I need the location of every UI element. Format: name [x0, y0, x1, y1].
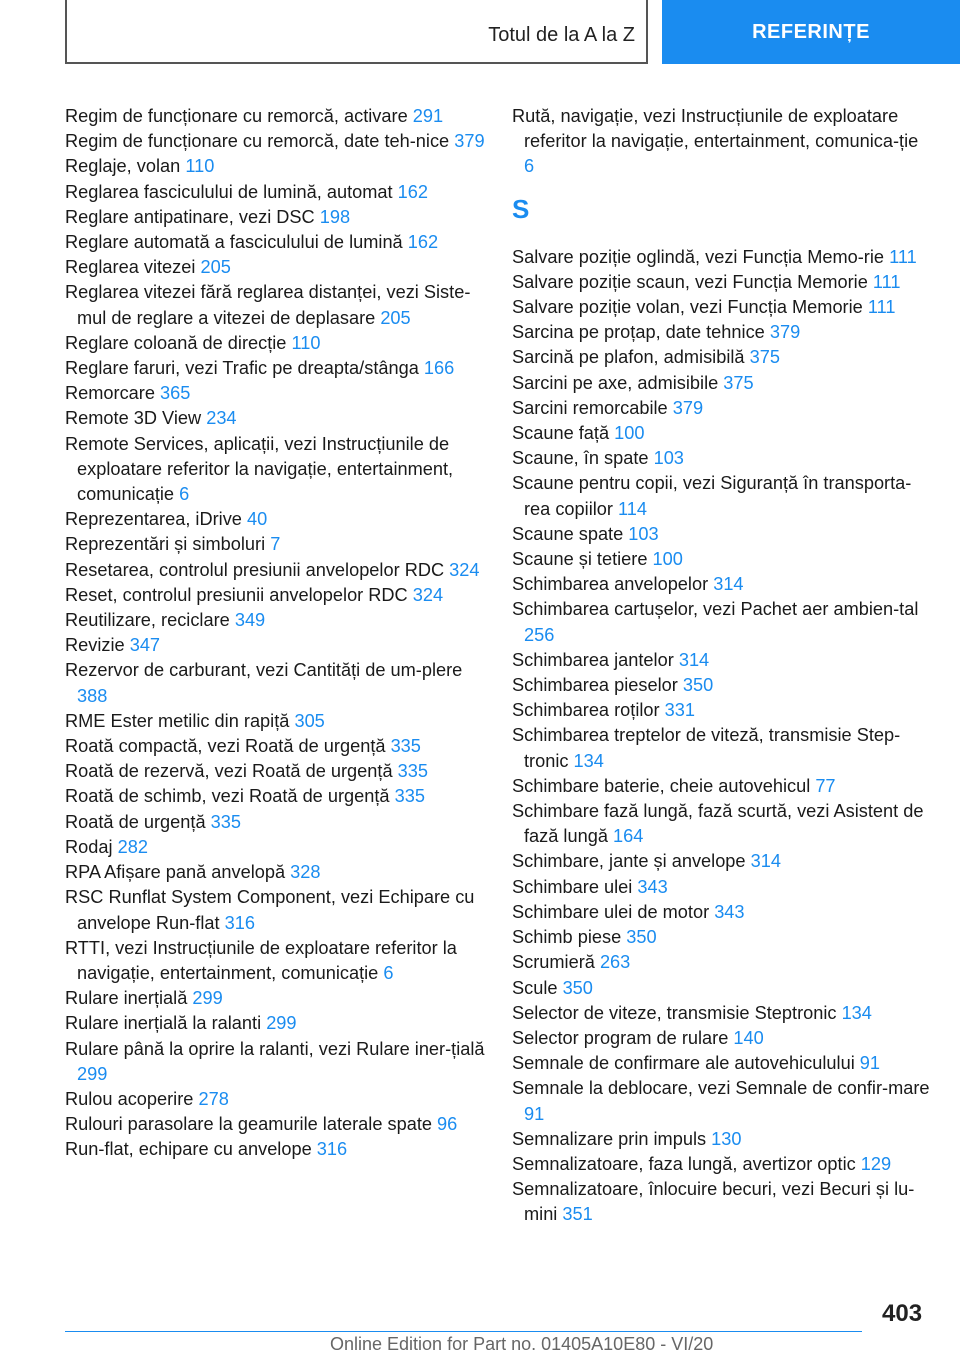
entry-text: Roată compactă, vezi Roată de urgență	[65, 736, 386, 757]
index-entry	[65, 280, 485, 330]
page-link[interactable]: 365	[160, 383, 191, 404]
page-link[interactable]: 256	[524, 624, 555, 645]
entry-text: Revizie	[65, 635, 125, 656]
entry-text: Remorcare	[65, 383, 155, 404]
index-entry	[512, 1127, 932, 1152]
entry-text: Schimb piese	[512, 927, 622, 948]
page-link[interactable]: 324	[449, 559, 480, 580]
index-column-left	[65, 104, 485, 1163]
index-entry	[512, 950, 932, 975]
index-entry	[512, 1051, 932, 1076]
page-link[interactable]: 388	[77, 685, 108, 706]
page-link[interactable]: 347	[129, 635, 161, 656]
entry-text: Reglaje, volan	[65, 156, 181, 177]
entry-text: Salvare poziție volan, vezi Funcția Memorie	[512, 297, 863, 318]
entry-text: Reglarea vitezei fără reglarea distanței, vezi Siste-mul de reglare a vitezei de deplasare	[65, 282, 471, 328]
entry-text: RME Ester metilic din rapiță	[65, 710, 290, 731]
page-link[interactable]: 111	[867, 297, 896, 318]
entry-text: Roată de urgență	[65, 811, 206, 832]
index-entry	[512, 396, 932, 421]
entry-text: Selector program de rulare	[512, 1027, 729, 1048]
entry-text: Scaune față	[512, 423, 610, 444]
page-link[interactable]: 111	[889, 246, 917, 267]
index-column-right	[512, 104, 932, 1228]
entry-text: Sarcini pe axe, admisibile	[512, 372, 719, 393]
page-link[interactable]: 331	[664, 700, 695, 721]
page-number: 403	[882, 1300, 923, 1327]
index-entry	[65, 734, 485, 759]
page-link[interactable]: 6	[524, 156, 535, 177]
page-link[interactable]: 96	[437, 1114, 458, 1135]
entry-text: Scule	[512, 977, 558, 998]
entry-text: Reprezentarea, iDrive	[65, 509, 242, 530]
page-link[interactable]: 205	[200, 257, 231, 278]
index-entry	[512, 875, 932, 900]
entry-text: Reglarea fasciculului de lumină, automat	[65, 181, 393, 202]
index-entry	[512, 925, 932, 950]
entry-text: Regim de funcționare cu remorcă, date teh-nice	[65, 131, 450, 152]
page-link[interactable]: 299	[192, 988, 223, 1009]
page-link[interactable]: 162	[407, 232, 439, 253]
entry-text: Reglarea vitezei	[65, 257, 196, 278]
index-entry	[65, 1037, 485, 1087]
index-entry	[65, 331, 485, 356]
index-entry	[65, 532, 485, 557]
index-entry	[65, 709, 485, 734]
entry-text: Schimbare, jante și anvelope	[512, 851, 746, 872]
page-link[interactable]: 91	[859, 1053, 881, 1074]
entry-text: Rulare până la oprire la ralanti, vezi Rulare iner-țială	[65, 1038, 485, 1059]
page-link[interactable]: 103	[653, 448, 684, 469]
page-link[interactable]: 379	[769, 322, 801, 343]
page-link[interactable]: 129	[860, 1153, 892, 1174]
page-link[interactable]: 335	[210, 811, 241, 832]
index-entry	[65, 835, 485, 860]
entry-text: RPA Afișare pană anvelopă	[65, 862, 286, 883]
index-entry	[512, 446, 932, 471]
page-link[interactable]: 314	[750, 851, 781, 872]
page-link[interactable]: 234	[206, 408, 237, 429]
entry-text: Schimbarea roților	[512, 700, 660, 721]
page-link[interactable]: 343	[714, 901, 745, 922]
entry-text: Schimbarea treptelor de viteză, transmisie Step-tronic	[512, 725, 901, 771]
index-entry	[65, 633, 485, 658]
index-entry	[65, 986, 485, 1011]
entry-text: Semnalizatoare, înlocuire becuri, vezi Becuri și lu-mini	[512, 1179, 915, 1225]
entry-text: Semnalizatoare, faza lungă, avertizor optic	[512, 1153, 856, 1174]
footer-rule	[65, 1331, 862, 1332]
entry-text: Reglare antipatinare, vezi DSC	[65, 206, 315, 227]
index-entry	[512, 320, 932, 345]
page-link[interactable]: 350	[626, 927, 657, 948]
entry-text: Reglare automată a fasciculului de lumină	[65, 232, 403, 253]
index-entry	[65, 860, 485, 885]
page-link[interactable]: 299	[266, 1013, 297, 1034]
index-entry	[65, 1011, 485, 1036]
page-link[interactable]: 379	[454, 131, 485, 152]
index-entry	[512, 900, 932, 925]
index-entry	[512, 1177, 932, 1227]
page-link[interactable]: 205	[380, 307, 411, 328]
entry-text: Remote Services, aplicații, vezi Instrucțiunile de exploatare referitor la navigație, entertainment, comunicație	[65, 433, 454, 505]
page-link[interactable]: 6	[179, 484, 190, 505]
entry-text: Rulare inerțială	[65, 988, 188, 1009]
index-entry	[65, 759, 485, 784]
entry-text: Sarcină pe plafon, admisibilă	[512, 347, 745, 368]
entry-text: RSC Runflat System Component, vezi Echipare cu anvelope Run-flat	[65, 887, 475, 933]
index-entry	[65, 810, 485, 835]
page-link[interactable]: 278	[198, 1088, 229, 1109]
header-section-title: Totul de la A la Z	[488, 24, 635, 46]
index-entry	[65, 1087, 485, 1112]
page-link[interactable]: 6	[383, 962, 394, 983]
page-link[interactable]: 164	[613, 826, 644, 847]
entry-text: Selector de viteze, transmisie Steptronic	[512, 1002, 837, 1023]
index-entry	[65, 180, 485, 205]
index-entry-ruta	[512, 104, 932, 180]
page-link[interactable]: 7	[270, 534, 281, 555]
index-entry	[512, 1076, 932, 1126]
page-link[interactable]: 114	[618, 498, 648, 519]
index-entry	[512, 1026, 932, 1051]
page-link[interactable]: 140	[733, 1027, 764, 1048]
entry-text: Schimbarea jantelor	[512, 649, 674, 670]
page-link[interactable]: 350	[562, 977, 593, 998]
index-list-s	[512, 245, 932, 1228]
page-link[interactable]: 375	[723, 372, 754, 393]
index-entry	[65, 255, 485, 280]
entry-text: Sarcina pe proțap, date tehnice	[512, 322, 765, 343]
page-link[interactable]: 305	[294, 710, 325, 731]
page-link[interactable]: 328	[290, 862, 321, 883]
index-entry	[512, 522, 932, 547]
page-link[interactable]: 91	[524, 1103, 545, 1124]
entry-text: Resetarea, controlul presiunii anvelopelor RDC	[65, 559, 445, 580]
page-link[interactable]: 350	[682, 675, 714, 696]
page-link[interactable]: 314	[713, 574, 744, 595]
entry-text: Sarcini remorcabile	[512, 397, 668, 418]
page-link[interactable]: 103	[628, 523, 659, 544]
entry-text: Schimbare baterie, cheie autovehicul	[512, 775, 811, 796]
index-entry	[65, 356, 485, 381]
page-link[interactable]: 375	[749, 347, 780, 368]
page-link[interactable]: 316	[316, 1139, 348, 1160]
index-entry	[65, 936, 485, 986]
index-entry	[512, 270, 932, 295]
page-link[interactable]: 134	[573, 750, 604, 771]
index-entry	[65, 784, 485, 809]
entry-text: Scaune și tetiere	[512, 549, 648, 570]
page-link[interactable]: 349	[234, 610, 266, 631]
index-entry	[512, 597, 932, 647]
entry-text: Rodaj	[65, 836, 113, 857]
index-entry	[65, 1137, 485, 1162]
index-entry	[65, 104, 485, 129]
index-entry	[512, 1152, 932, 1177]
entry-text: Rută, navigație, vezi Instrucțiunile de exploatare referitor la navigație, entertainment, comunica-ție	[512, 106, 919, 152]
index-entry	[512, 648, 932, 673]
index-entry	[65, 1112, 485, 1137]
page-link[interactable]: 166	[423, 358, 455, 379]
index-entry	[65, 583, 485, 608]
page-link[interactable]: 335	[394, 786, 425, 807]
index-entry	[512, 849, 932, 874]
index-entry	[512, 245, 932, 270]
entry-text: Rulou acoperire	[65, 1088, 194, 1109]
entry-text: Schimbare ulei	[512, 876, 633, 897]
entry-text: Schimbare ulei de motor	[512, 901, 710, 922]
index-entry	[512, 421, 932, 446]
section-letter: S	[512, 193, 530, 224]
entry-text: Rulouri parasolare la geamurile laterale spate	[65, 1114, 432, 1135]
page-link[interactable]: 111	[872, 271, 901, 292]
index-entry	[512, 1001, 932, 1026]
entry-text: Salvare poziție scaun, vezi Funcția Memorie	[512, 271, 868, 292]
entry-text: Schimbarea pieselor	[512, 675, 678, 696]
index-entry	[65, 205, 485, 230]
entry-text: Scaune, în spate	[512, 448, 649, 469]
entry-text: Semnale de confirmare ale autovehiculului	[512, 1053, 855, 1074]
index-entry	[512, 723, 932, 773]
index-entry	[65, 558, 485, 583]
index-entry	[512, 547, 932, 572]
page-link[interactable]: 162	[397, 181, 428, 202]
page-link[interactable]: 314	[678, 649, 710, 670]
entry-text: Semnale la deblocare, vezi Semnale de confir-mare	[512, 1078, 930, 1099]
index-entry	[65, 154, 485, 179]
index-entry	[512, 774, 932, 799]
index-entry	[65, 406, 485, 431]
page-link[interactable]: 130	[711, 1128, 742, 1149]
entry-text: Scaune spate	[512, 523, 624, 544]
page-link[interactable]: 299	[77, 1063, 108, 1084]
page-link[interactable]: 282	[117, 836, 148, 857]
entry-text: Schimbarea anvelopelor	[512, 574, 709, 595]
footer-text: Online Edition for Part no. 01405A10E80 - VI/20	[330, 1334, 714, 1354]
page-link[interactable]: 134	[841, 1002, 872, 1023]
index-entry	[512, 976, 932, 1001]
page-link[interactable]: 100	[614, 423, 645, 444]
page-link[interactable]: 316	[224, 912, 255, 933]
entry-text: Remote 3D View	[65, 408, 202, 429]
page-link[interactable]: 100	[652, 549, 683, 570]
page-link[interactable]: 110	[291, 332, 321, 353]
index-entry	[512, 698, 932, 723]
entry-text: Schimbare fază lungă, fază scurtă, vezi Asistent de fază lungă	[512, 801, 924, 847]
entry-text: RTTI, vezi Instrucțiunile de exploatare referitor la navigație, entertainment, comunicație	[65, 937, 457, 983]
index-entry	[65, 608, 485, 633]
index-entry	[512, 345, 932, 370]
index-entry	[65, 381, 485, 406]
index-entry	[512, 799, 932, 849]
index-entry	[512, 371, 932, 396]
entry-text: Run-flat, echipare cu anvelope	[65, 1139, 312, 1160]
index-entry	[512, 471, 932, 521]
index-entry	[65, 129, 485, 154]
entry-text: Roată de schimb, vezi Roată de urgență	[65, 786, 390, 807]
page-link[interactable]: 40	[246, 509, 268, 530]
entry-text: Scrumieră	[512, 952, 595, 973]
index-entry	[512, 673, 932, 698]
header-tab-referinte[interactable]: REFERINȚE	[662, 0, 960, 64]
entry-text: Reglare coloană de direcție	[65, 332, 287, 353]
entry-text: Salvare poziție oglindă, vezi Funcția Memo-rie	[512, 246, 885, 267]
page-link[interactable]: 291	[412, 106, 444, 126]
index-entry	[512, 572, 932, 597]
page-link[interactable]: 351	[562, 1204, 593, 1225]
index-entry	[65, 507, 485, 532]
index-entry	[65, 432, 485, 508]
entry-text: Schimbarea cartușelor, vezi Pachet aer ambien-tal	[512, 599, 919, 620]
entry-text: Reset, controlul presiunii anvelopelor RDC	[65, 584, 408, 605]
index-entry	[65, 885, 485, 935]
index-entry	[65, 230, 485, 255]
entry-text: Reprezentări și simboluri	[65, 534, 266, 555]
page-link[interactable]: 198	[319, 206, 351, 227]
page-link[interactable]: 343	[637, 876, 668, 897]
page-link[interactable]: 335	[390, 736, 421, 757]
entry-text: Reglare faruri, vezi Trafic pe dreapta/stânga	[65, 358, 419, 379]
page-link[interactable]: 379	[672, 397, 704, 418]
entry-text: Reutilizare, reciclare	[65, 610, 230, 631]
page-link[interactable]: 263	[599, 952, 631, 973]
page-link[interactable]: 110	[185, 156, 215, 177]
index-entry	[512, 295, 932, 320]
page-link[interactable]: 77	[815, 775, 836, 796]
entry-text: Rezervor de carburant, vezi Cantități de um-plere	[65, 660, 463, 681]
page-link[interactable]: 335	[397, 761, 428, 782]
entry-text: Scaune pentru copii, vezi Siguranță în transporta-rea copiilor	[512, 473, 912, 519]
entry-text: Regim de funcționare cu remorcă, activare	[65, 106, 408, 126]
entry-text: Roată de rezervă, vezi Roată de urgență	[65, 761, 393, 782]
entry-text: Rulare inerțială la ralanti	[65, 1013, 262, 1034]
page-link[interactable]: 324	[412, 584, 444, 605]
entry-text: Semnalizare prin impuls	[512, 1128, 707, 1149]
index-entry	[65, 658, 485, 708]
